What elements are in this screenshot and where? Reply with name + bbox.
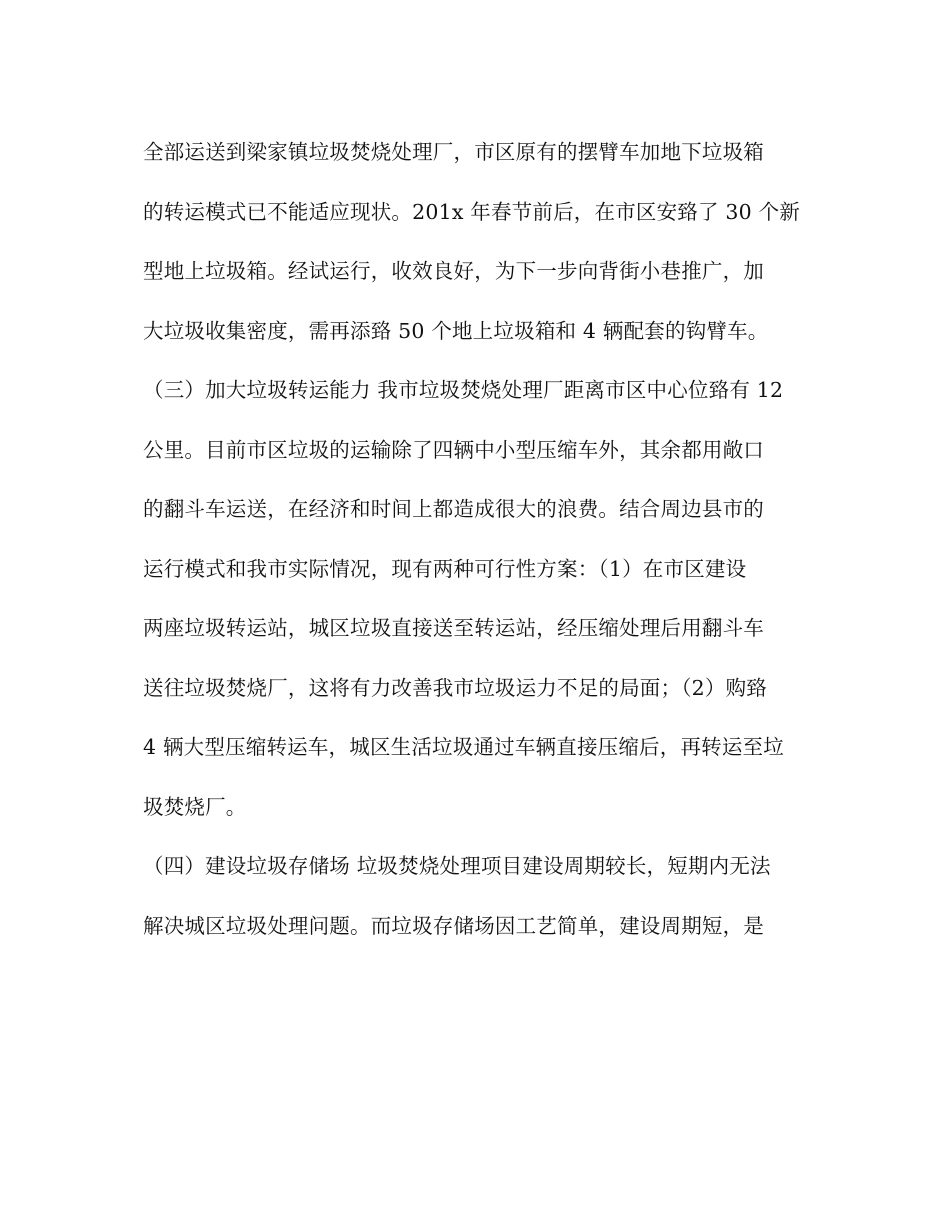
text-line-1: 全部运送到梁家镇垃圾焚烧处理厂，市区原有的摆臂车加地下垃圾箱	[143, 140, 764, 165]
text-line-9: 两座垃圾转运站，城区垃圾直接送至转运站，经压缩处理后用翻斗车	[143, 616, 764, 641]
text-line-4: 大垃圾收集密度，需再添臵 50 个地上垃圾箱和 4 辆配套的钩臂车。	[143, 318, 769, 343]
text-line-2: 的转运模式已不能适应现状。201x 年春节前后，在市区安臵了 30 个新	[143, 199, 801, 224]
text-line-5: （三）加大垃圾转运能力 我市垃圾焚烧处理厂距离市区中心位臵有 12	[143, 378, 784, 403]
text-line-13: （四）建设垃圾存储场 垃圾焚烧处理项目建设周期较长，短期内无法	[143, 854, 771, 879]
text-line-3: 型地上垃圾箱。经试运行，收效良好，为下一步向背街小巷推广，加	[143, 259, 764, 284]
text-line-7: 的翻斗车运送，在经济和时间上都造成很大的浪费。结合周边县市的	[143, 497, 764, 522]
text-line-14: 解决城区垃圾处理问题。而垃圾存储场因工艺简单，建设周期短，是	[143, 913, 764, 938]
text-line-10: 送往垃圾焚烧厂，这将有力改善我市垃圾运力不足的局面；（2）购臵	[143, 675, 767, 700]
text-line-6: 公里。目前市区垃圾的运输除了四辆中小型压缩车外，其余都用敞口	[143, 437, 764, 462]
text-line-12: 圾焚烧厂。	[143, 794, 247, 819]
text-line-8: 运行模式和我市实际情况，现有两种可行性方案：（1）在市区建设	[143, 556, 747, 581]
text-line-11: 4 辆大型压缩转运车，城区生活垃圾通过车辆直接压缩后，再转运至垃	[143, 735, 784, 760]
document-body	[143, 122, 823, 955]
